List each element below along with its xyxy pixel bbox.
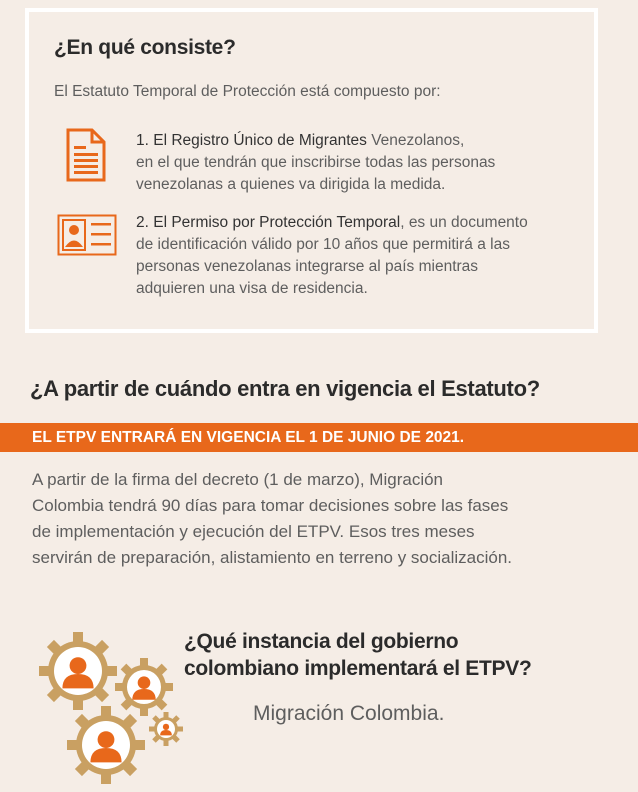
item-permiso <box>136 212 576 300</box>
section-title-instancia <box>184 628 604 682</box>
gear-icon <box>115 658 173 716</box>
vigencia-banner: EL ETPV ENTRARÁ EN VIGENCIA EL 1 DE JUNIO DE 2021. <box>0 423 638 452</box>
gears-people-illustration <box>36 627 186 792</box>
item-1-lead: 1. El Registro Único de Migrantes <box>136 132 367 149</box>
document-icon <box>66 128 106 187</box>
item-registro <box>136 130 576 196</box>
question-line-1: ¿Qué instancia del gobierno <box>184 630 459 653</box>
gear-icon <box>67 706 145 784</box>
paragraph-line: Colombia tendrá 90 días para tomar decisiones sobre las fases <box>32 496 509 515</box>
item-1-line3: venezolanas a quienes va dirigida la medida. <box>136 176 446 193</box>
section-title-vigencia: ¿A partir de cuándo entra en vigencia el Estatuto? <box>30 376 540 401</box>
vigencia-paragraph <box>32 467 592 571</box>
paragraph-line: A partir de la firma del decreto (1 de marzo), Migración <box>32 470 444 489</box>
question-line-2: colombiano implementará el ETPV? <box>184 657 532 680</box>
section-title-consiste: ¿En qué consiste? <box>54 36 236 59</box>
id-card-icon <box>57 214 117 261</box>
intro-text: El Estatuto Temporal de Protección está compuesto por: <box>54 83 441 100</box>
item-2-line4: adquieren una visa de residencia. <box>136 280 368 297</box>
answer-text: Migración Colombia. <box>253 702 445 725</box>
paragraph-line: de implementación y ejecución del ETPV. Esos tres meses <box>32 522 475 541</box>
item-2-lead: 2. El Permiso por Protección Temporal <box>136 214 401 231</box>
item-2-line1-rest: , es un documento <box>400 214 528 231</box>
item-1-line2: en el que tendrán que inscribirse todas las personas <box>136 154 496 171</box>
gear-icon <box>149 712 183 746</box>
item-2-line2: de identificación válido por 10 años que permitirá a las <box>136 236 510 253</box>
item-2-line3: personas venezolanas integrarse al país mientras <box>136 258 479 275</box>
paragraph-line: servirán de preparación, alistamiento en terreno y socialización. <box>32 548 513 567</box>
item-1-line1-rest: Venezolanos, <box>366 132 465 149</box>
gear-icon <box>39 632 117 710</box>
